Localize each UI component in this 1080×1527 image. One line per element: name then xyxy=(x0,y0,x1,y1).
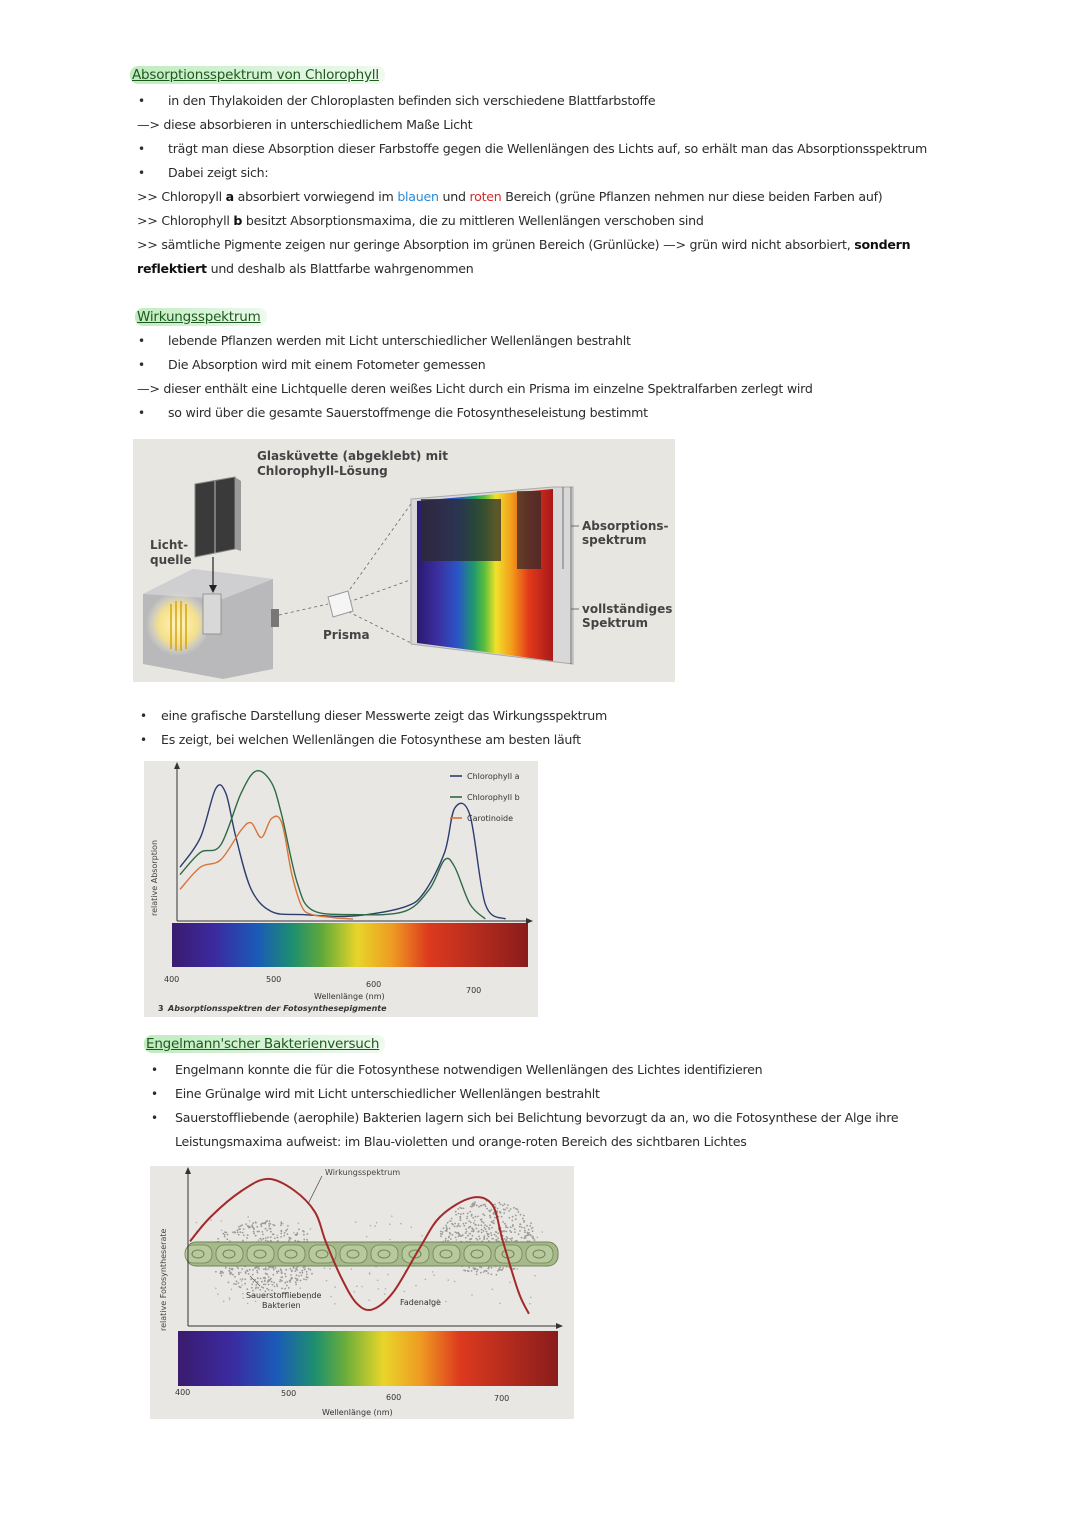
bullet: • xyxy=(140,709,148,723)
text-fragment: >> sämtliche Pigmente zeigen nur geringe Absorption im grünen Bereich (Grünlücke) —> grün wird nicht absorbiert, xyxy=(137,237,855,252)
bacteria-label-2: Bakterien xyxy=(262,1301,301,1310)
series-line-2 xyxy=(180,816,353,919)
x-tick-label: 400 xyxy=(164,975,180,984)
absorption-band-blue xyxy=(421,499,501,561)
text-line xyxy=(137,261,474,277)
bullet: • xyxy=(138,406,146,420)
text-line: eine grafische Darstellung dieser Messwerte zeigt das Wirkungsspektrum xyxy=(161,708,608,723)
photometer-figure xyxy=(133,439,675,682)
text-fragment: und deshalb als Blattfarbe wahrgenommen xyxy=(206,261,474,276)
label-cuvette-2: Chlorophyll-Lösung xyxy=(257,464,388,478)
bullet: • xyxy=(151,1087,159,1101)
label-cuvette: Glasküvette (abgeklebt) mit xyxy=(257,449,448,463)
label-absorption-2: spektrum xyxy=(582,533,647,547)
text-fragment: und xyxy=(438,189,470,204)
bullet: • xyxy=(138,334,146,348)
bullet: • xyxy=(138,142,146,156)
x-tick-label: 600 xyxy=(386,1393,402,1402)
label-prism: Prisma xyxy=(323,628,370,642)
light-glow xyxy=(146,592,210,656)
bold-sondern: sondern xyxy=(854,237,911,252)
x-tick-label: 500 xyxy=(281,1389,297,1398)
heading-wirkungsspektrum: Wirkungsspektrum xyxy=(135,308,267,326)
text-fragment: >> Chlorophyll xyxy=(137,213,234,228)
blue-word: blauen xyxy=(397,189,439,204)
bold-reflektiert: reflektiert xyxy=(137,261,207,276)
text-line: Leistungsmaxima aufweist: im Blau-violetten und orange-roten Bereich des sichtbaren Lichtes xyxy=(175,1134,747,1149)
heading-absorptionsspektrum: Absorptionsspektrum von Chlorophyll xyxy=(130,66,385,84)
text-line: Die Absorption wird mit einem Fotometer gemessen xyxy=(168,357,486,372)
bullet: • xyxy=(140,733,148,747)
text-line: Engelmann konnte die für die Fotosynthese notwendigen Wellenlängen des Lichtes identifizieren xyxy=(175,1062,763,1077)
label-absorption: Absorptions- xyxy=(582,519,669,533)
bullet: • xyxy=(138,94,146,108)
text-line: trägt man diese Absorption dieser Farbstoffe gegen die Wellenlängen des Lichts auf, so erhält man das Absorptionsspektrum xyxy=(168,141,927,156)
text-fragment: >> Chloropyll xyxy=(137,189,226,204)
prism-shape xyxy=(328,591,353,617)
text-line: Dabei zeigt sich: xyxy=(168,165,269,180)
x-tick-label: 700 xyxy=(494,1394,510,1403)
engelmann-chart-svg xyxy=(150,1166,574,1419)
bold-a: a xyxy=(225,189,234,204)
x-axis-label: Wellenlänge (nm) xyxy=(322,1408,393,1417)
bullet: • xyxy=(151,1063,159,1077)
text-line xyxy=(137,213,704,229)
spectrum-bar xyxy=(172,923,528,967)
text-fragment: Bereich (grüne Pflanzen nehmen nur diese beiden Farben auf) xyxy=(501,189,883,204)
text-line: Es zeigt, bei welchen Wellenlängen die Fotosynthese am besten läuft xyxy=(161,732,581,747)
bacteria-label: Sauerstoffliebende xyxy=(246,1291,322,1300)
red-word: roten xyxy=(469,189,502,204)
x-tick-label: 600 xyxy=(366,980,382,989)
y-axis-label: relative Absorption xyxy=(150,839,159,916)
series-line-0 xyxy=(180,785,506,919)
x-tick-label: 400 xyxy=(175,1388,191,1397)
legend-label-1: Chlorophyll b xyxy=(467,793,520,802)
spectrum-bar xyxy=(178,1331,558,1386)
bullet: • xyxy=(138,358,146,372)
text-fragment: besitzt Absorptionsmaxima, die zu mittleren Wellenlängen verschoben sind xyxy=(242,213,704,228)
x-axis-label: Wellenlänge (nm) xyxy=(314,992,385,1001)
label-full-spectrum: vollständiges xyxy=(582,602,673,616)
alga-label: Fadenalge xyxy=(400,1298,441,1307)
legend-label-0: Chlorophyll a xyxy=(467,772,520,781)
text-line: Sauerstoffliebende (aerophile) Bakterien lagern sich bei Belichtung bevorzugt da an, wo die Fotosynthese der Alge ihre xyxy=(175,1110,899,1125)
text-line: in den Thylakoiden der Chloroplasten befinden sich verschiedene Blattfarbstoffe xyxy=(168,93,656,108)
legend-label-2: Carotinoide xyxy=(467,814,514,823)
text-line: lebende Pflanzen werden mit Licht unterschiedlicher Wellenlängen bestrahlt xyxy=(168,333,631,348)
text-line: —> dieser enthält eine Lichtquelle deren weißes Licht durch ein Prisma im einzelne Spektralfarben zerlegt wird xyxy=(137,381,813,396)
text-line: Eine Grünalge wird mit Licht unterschiedlicher Wellenlängen bestrahlt xyxy=(175,1086,600,1101)
x-tick-label: 500 xyxy=(266,975,282,984)
engelmann-chart xyxy=(150,1166,574,1419)
text-line: so wird über die gesamte Sauerstoffmenge die Fotosyntheseleistung bestimmt xyxy=(168,405,648,420)
heading-engelmann: Engelmann'scher Bakterienversuch xyxy=(144,1035,385,1053)
text-line xyxy=(137,189,882,205)
text-fragment: absorbiert vorwiegend im xyxy=(233,189,398,204)
absorption-chart xyxy=(144,761,538,1017)
bold-b: b xyxy=(233,213,243,228)
filament-alga xyxy=(185,1242,558,1266)
y-axis-label: relative Fotosyntheserate xyxy=(159,1228,168,1331)
text-line xyxy=(137,237,910,253)
photometer-illustration xyxy=(133,439,675,682)
bullet: • xyxy=(151,1111,159,1125)
label-light-source-2: quelle xyxy=(150,553,192,567)
x-tick-label: 700 xyxy=(466,986,482,995)
absorption-chart-svg xyxy=(144,761,538,1017)
curve-label: Wirkungsspektrum xyxy=(325,1168,401,1177)
text-line: —> diese absorbieren in unterschiedlichem Maße Licht xyxy=(137,117,473,132)
absorption-band-red xyxy=(517,491,541,569)
bullet: • xyxy=(138,166,146,180)
chart-caption: Absorptionsspektren der Fotosynthesepigmente xyxy=(168,1004,387,1013)
label-light-source: Licht- xyxy=(150,538,189,552)
label-full-spectrum-2: Spektrum xyxy=(582,616,649,630)
figure-number: 3 xyxy=(158,1004,164,1013)
